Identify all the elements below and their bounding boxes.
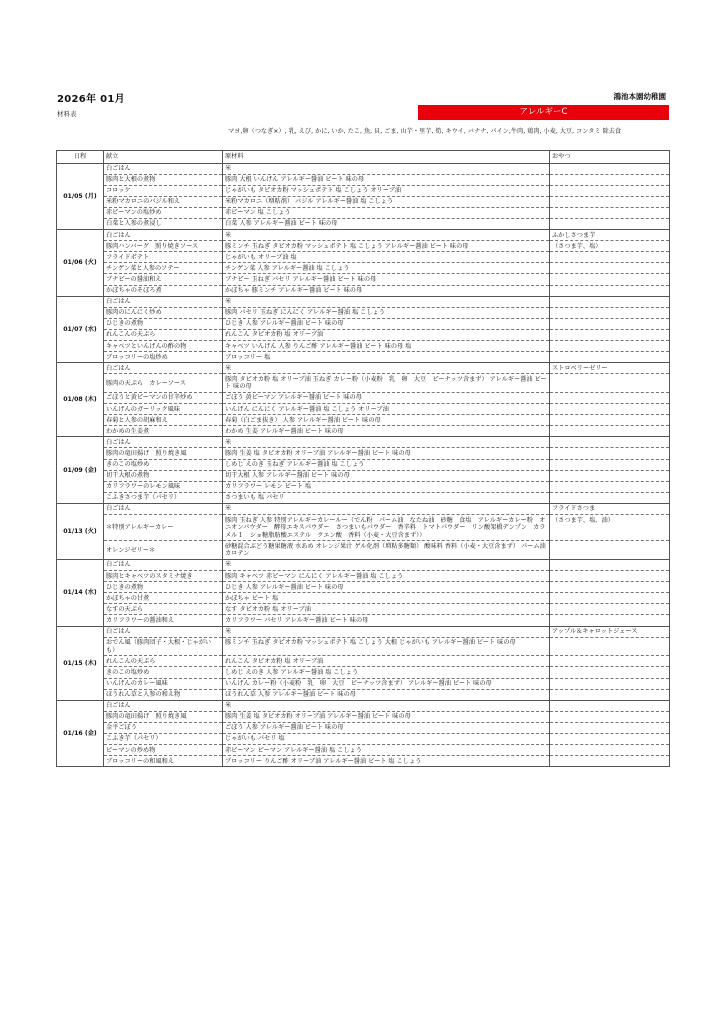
snack-cell	[550, 318, 670, 329]
ingredients-cell: ひじき 人参 アレルギー醤油 ビート 味の母	[223, 318, 550, 329]
ingredients-cell: 豚肉 タピオカ粉 塩 オリーブ油 玉ねぎ カレー粉（小麦粉 乳 卵 大豆 ピーナッツ含まず） アレルギー醤油 ビート 味の母	[223, 374, 550, 393]
ingredients-cell: ほうれん草 人参 アレルギー醤油 ビート 味の母	[223, 689, 550, 700]
table-row	[57, 218, 670, 229]
dish-cell: 豚肉のにんにく炒め	[104, 307, 223, 318]
ingredients-cell: 豚肉 大根 いんげん アレルギー醤油 ビート 味の母	[223, 174, 550, 185]
dish-cell: 豚肉の竜田揚げ 照り焼き風	[104, 711, 223, 722]
snack-cell	[550, 689, 670, 700]
dish-cell: 白ごはん	[104, 296, 223, 307]
header-dish: 献立	[104, 151, 223, 164]
table-row	[57, 174, 670, 185]
ingredients-cell: チンゲン菜 人参 アレルギー醤油 塩 こしょう	[223, 263, 550, 274]
snack-cell: フライドさつま	[550, 503, 670, 514]
dish-cell: かぼちゃの甘煮	[104, 593, 223, 604]
school-name: 鴻池本園幼稚園	[613, 92, 666, 101]
dish-cell: 豚肉とキャベツのスタミナ焼き	[104, 571, 223, 582]
table-row	[57, 656, 670, 667]
dish-cell: 白ごはん	[104, 230, 223, 241]
date-cell: 01/14 (水)	[57, 559, 104, 626]
snack-cell	[550, 656, 670, 667]
dish-cell: かぼちゃのそぼろ煮	[104, 285, 223, 296]
ingredients-cell: いんげん カレー粉（小麦粉 乳 卵 大豆 ピーナッツ含まず） アレルギー醤油 ビート 味の母	[223, 678, 550, 689]
dish-cell: 米粉マカロニのバジル和え	[104, 196, 223, 207]
date-cell: 01/05 (月)	[57, 163, 104, 230]
ingredients-cell: しめじ えのき 玉ねぎ アレルギー醤油 塩 こしょう	[223, 459, 550, 470]
snack-cell	[550, 404, 670, 415]
snack-cell	[550, 296, 670, 307]
snack-cell	[550, 196, 670, 207]
table-row	[57, 207, 670, 218]
header-snack: おやつ	[550, 151, 670, 164]
dish-cell: 赤ピーマンの塩炒め	[104, 207, 223, 218]
ingredients-cell: さつまいも 塩 パセリ	[223, 492, 550, 503]
table-row	[57, 559, 670, 570]
dish-cell: 金平ごぼう	[104, 722, 223, 733]
ingredients-cell: 豚ミンチ 玉ねぎ タピオカ粉 マッシュポテト 塩 こしょう アレルギー醤油 ビート 味の母	[223, 241, 550, 252]
dish-cell: 白ごはん	[104, 437, 223, 448]
page-subtitle: 材料表	[57, 110, 77, 118]
snack-cell	[550, 437, 670, 448]
snack-cell	[550, 678, 670, 689]
dish-cell: オレンジゼリー＊	[104, 541, 223, 560]
snack-cell	[550, 459, 670, 470]
dish-cell: 春菊と人参の胡麻和え	[104, 415, 223, 426]
table-row	[57, 637, 670, 656]
table-row	[57, 492, 670, 503]
snack-cell	[550, 700, 670, 711]
ingredients-cell: いんげん にんにく アレルギー醤油 塩 こしょう オリーブ油	[223, 404, 550, 415]
table-row	[57, 374, 670, 393]
snack-cell	[550, 745, 670, 756]
dish-cell: 白ごはん	[104, 363, 223, 374]
ingredients-cell: 砂糖混合ぶどう糖果糖液 水あめ オレンジ果汁 ゲル化剤（増粘多糖類） 酸味料 香料（小麦・大豆含まず） パーム油 カロテン	[223, 541, 550, 560]
table-row	[57, 615, 670, 626]
dish-cell: ひじきの煮物	[104, 582, 223, 593]
dish-cell: キャベツといんげんの酢の物	[104, 341, 223, 352]
ingredients-cell: じゃがいも パセリ 塩	[223, 733, 550, 744]
snack-cell	[550, 604, 670, 615]
ingredients-cell: かぼちゃ 豚ミンチ アレルギー醤油 ビート 味の母	[223, 285, 550, 296]
snack-cell	[550, 571, 670, 582]
snack-cell	[550, 307, 670, 318]
ingredients-cell: 米	[223, 363, 550, 374]
dish-cell: きのこの塩炒め	[104, 667, 223, 678]
snack-cell	[550, 667, 670, 678]
table-row	[57, 678, 670, 689]
table-row	[57, 307, 670, 318]
ingredients-cell: 赤ピーマン 塩 こしょう	[223, 207, 550, 218]
ingredients-cell: ごぼう 黄ピーマン アレルギー醤油 ビート 味の母	[223, 392, 550, 403]
menu-body	[57, 163, 670, 767]
table-row	[57, 318, 670, 329]
table-row	[57, 689, 670, 700]
ingredients-cell: れんこん タピオカ粉 塩 オリーブ油	[223, 656, 550, 667]
dish-cell: ひじきの煮物	[104, 318, 223, 329]
dish-cell: フライドポテト	[104, 252, 223, 263]
table-row	[57, 722, 670, 733]
ingredients-cell: 豚ミンチ 玉ねぎ タピオカ粉 マッシュポテト 塩 こしょう 大根 じゃがいも アレルギー醤油 ビート 味の母	[223, 637, 550, 656]
dish-cell: ブロッコリーの和風和え	[104, 756, 223, 767]
table-row	[57, 196, 670, 207]
table-row	[57, 470, 670, 481]
dish-cell: 白ごはん	[104, 700, 223, 711]
table-row	[57, 459, 670, 470]
table-row	[57, 745, 670, 756]
snack-cell	[550, 481, 670, 492]
date-cell: 01/06 (火)	[57, 230, 104, 297]
snack-cell	[550, 722, 670, 733]
ingredients-cell: わかめ 生姜 アレルギー醤油 ビート 味の母	[223, 426, 550, 437]
table-row	[57, 285, 670, 296]
snack-cell	[550, 733, 670, 744]
table-row	[57, 503, 670, 514]
table-row	[57, 263, 670, 274]
table-row	[57, 415, 670, 426]
table-row	[57, 700, 670, 711]
snack-cell	[550, 285, 670, 296]
ingredients-cell: 米	[223, 230, 550, 241]
dish-cell: ブナピーの醤油和え	[104, 274, 223, 285]
date-cell: 01/13 (火)	[57, 503, 104, 559]
snack-cell	[550, 218, 670, 229]
snack-cell	[550, 207, 670, 218]
dish-cell: れんこんの天ぷら	[104, 656, 223, 667]
ingredients-cell: 米	[223, 503, 550, 514]
dish-cell: 白ごはん	[104, 163, 223, 174]
table-row	[57, 163, 670, 174]
allergy-list: マヨ,卵（つなぎ×）, 乳, えび, かに, いか, たこ, 魚, 貝, ごま, 山芋・里芋, 筍, キウイ, バナナ, パイン,牛肉, 鶏肉, 小麦, 大豆, コンタミ 除去食	[228, 128, 622, 135]
table-row	[57, 185, 670, 196]
date-cell: 01/08 (木)	[57, 363, 104, 437]
menu-table	[56, 150, 670, 767]
table-row	[57, 515, 670, 541]
allergy-banner: アレルギーC	[418, 105, 669, 120]
snack-cell	[550, 329, 670, 340]
ingredients-cell: 米	[223, 626, 550, 637]
snack-cell: （さつま芋、塩）	[550, 241, 670, 252]
dish-cell: おでん風（豚肉団子・大根・じゃがいも）	[104, 637, 223, 656]
snack-cell	[550, 174, 670, 185]
dish-cell: なすの天ぷら	[104, 604, 223, 615]
ingredients-cell: ひじき 人参 アレルギー醤油 ビート 味の母	[223, 582, 550, 593]
table-row	[57, 296, 670, 307]
dish-cell: 白ごはん	[104, 559, 223, 570]
ingredients-cell: 米	[223, 559, 550, 570]
snack-cell	[550, 448, 670, 459]
snack-cell	[550, 541, 670, 560]
table-row	[57, 541, 670, 560]
table-row	[57, 404, 670, 415]
dish-cell: 白ごはん	[104, 503, 223, 514]
table-row	[57, 733, 670, 744]
header-ingredients: 原材料	[223, 151, 550, 164]
dish-cell: カリフラワーの醤油和え	[104, 615, 223, 626]
ingredients-cell: 米粉マカロニ（増粘剤） バジル アレルギー醤油 塩 こしょう	[223, 196, 550, 207]
dish-cell: いんげんのカレー風味	[104, 678, 223, 689]
snack-cell	[550, 352, 670, 363]
snack-cell	[550, 492, 670, 503]
ingredients-cell: キャベツ いんげん 人参 りんご酢 アレルギー醤油 ビート 味の母 塩	[223, 341, 550, 352]
dish-cell: コロッケ	[104, 185, 223, 196]
dish-cell: いんげんのガーリック風味	[104, 404, 223, 415]
ingredients-cell: カリフラワー レモン ビート 塩	[223, 481, 550, 492]
dish-cell: ＊特別アレルギーカレー	[104, 515, 223, 541]
snack-cell	[550, 756, 670, 767]
snack-cell: ふかしさつま芋	[550, 230, 670, 241]
table-row	[57, 448, 670, 459]
ingredients-cell: じゃがいも タピオカ粉 マッシュポテト 塩 こしょう オリーブ油	[223, 185, 550, 196]
ingredients-cell: ブロッコリー 塩	[223, 352, 550, 363]
ingredients-cell: ブロッコリー りんご酢 オリーブ油 アレルギー醤油 ビート 塩 こしょう	[223, 756, 550, 767]
ingredients-cell: じゃがいも オリーブ油 塩	[223, 252, 550, 263]
snack-cell	[550, 185, 670, 196]
ingredients-cell: ブナピー 玉ねぎ パセリ アレルギー醤油 ビート 味の母	[223, 274, 550, 285]
snack-cell	[550, 426, 670, 437]
dish-cell: 豚肉の竜田揚げ 照り焼き風	[104, 448, 223, 459]
snack-cell: （さつま芋、塩、油）	[550, 515, 670, 541]
table-row	[57, 756, 670, 767]
snack-cell	[550, 252, 670, 263]
table-row	[57, 329, 670, 340]
ingredients-cell: 白菜 人参 アレルギー醤油 ビート 味の母	[223, 218, 550, 229]
dish-cell: わかめの生姜煮	[104, 426, 223, 437]
date-cell: 01/16 (金)	[57, 700, 104, 767]
snack-cell	[550, 559, 670, 570]
snack-cell	[550, 341, 670, 352]
table-row	[57, 626, 670, 637]
table-row	[57, 426, 670, 437]
dish-cell: 豚肉ハンバーグ 照り焼きソース	[104, 241, 223, 252]
ingredients-cell: 米	[223, 296, 550, 307]
dish-cell: こふきさつま芋（パセリ）	[104, 492, 223, 503]
table-row	[57, 582, 670, 593]
snack-cell	[550, 415, 670, 426]
ingredients-cell: しめじ えのき 人参 アレルギー醤油 塩 こしょう	[223, 667, 550, 678]
dish-cell: 豚肉と大根の煮物	[104, 174, 223, 185]
table-row	[57, 593, 670, 604]
table-row	[57, 341, 670, 352]
ingredients-cell: 春菊（白ごま抜き） 人参 アレルギー醤油 ビート 味の母	[223, 415, 550, 426]
snack-cell	[550, 711, 670, 722]
snack-cell	[550, 392, 670, 403]
snack-cell	[550, 615, 670, 626]
table-row	[57, 274, 670, 285]
date-cell: 01/15 (木)	[57, 626, 104, 700]
dish-cell: カリフラワーのレモン風味	[104, 481, 223, 492]
ingredients-cell: 豚肉 生姜 塩 タピオカ粉 オリーブ油 アレルギー醤油 ビート 味の母	[223, 711, 550, 722]
table-row	[57, 241, 670, 252]
dish-cell: ブロッコリーの塩炒め	[104, 352, 223, 363]
table-header-row	[57, 151, 670, 164]
snack-cell: アップル＆キャロットジュース	[550, 626, 670, 637]
dish-cell: こふき芋（パセリ）	[104, 733, 223, 744]
ingredients-cell: 豚肉 玉ねぎ 人参 特別アレルギーカレールー（でん粉 パーム油 なたね油 砂糖 食塩 アレルギーカレー粉 オニオンパウダー 酵母エキスパウダー さつまいもパウダー 香辛料 トマトパウダー リン酸架橋デンプン カラメル１ ショ糖脂肪酸エステル クエン酸 香料（小麦・大豆含まず））	[223, 515, 550, 541]
ingredients-cell: 豚肉 キャベツ 赤ピーマン にんにく アレルギー醤油 塩 こしょう	[223, 571, 550, 582]
table-row	[57, 667, 670, 678]
table-row	[57, 352, 670, 363]
ingredients-cell: 赤ピーマン ピーマン アレルギー醤油 塩 こしょう	[223, 745, 550, 756]
ingredients-cell: 切干大根 人参 アレルギー醤油 ビート 味の母	[223, 470, 550, 481]
snack-cell	[550, 593, 670, 604]
ingredients-cell: 米	[223, 700, 550, 711]
snack-cell	[550, 374, 670, 393]
snack-cell	[550, 637, 670, 656]
date-cell: 01/09 (金)	[57, 437, 104, 504]
snack-cell	[550, 163, 670, 174]
snack-cell	[550, 582, 670, 593]
ingredients-cell: 豚肉 生姜 塩 タピオカ粉 オリーブ油 アレルギー醤油 ビート 味の母	[223, 448, 550, 459]
snack-cell	[550, 274, 670, 285]
ingredients-cell: 米	[223, 163, 550, 174]
header-date: 日程	[57, 151, 104, 164]
dish-cell: 切干大根の煮物	[104, 470, 223, 481]
ingredients-cell: 豚肉 パセリ 玉ねぎ にんにく アレルギー醤油 塩 こしょう	[223, 307, 550, 318]
ingredients-cell: ごぼう 人参 アレルギー醤油 ビート 味の母	[223, 722, 550, 733]
table-row	[57, 604, 670, 615]
dish-cell: 豚肉の天ぷら カレーソース	[104, 374, 223, 393]
table-row	[57, 392, 670, 403]
dish-cell: チンゲン菜と人参のソテー	[104, 263, 223, 274]
table-row	[57, 571, 670, 582]
ingredients-cell: かぼちゃ ビート 塩	[223, 593, 550, 604]
ingredients-cell: 米	[223, 437, 550, 448]
ingredients-cell: れんこん タピオカ粉 塩 オリーブ油	[223, 329, 550, 340]
ingredients-cell: カリフラワー パセリ アレルギー醤油 ビート 味の母	[223, 615, 550, 626]
dish-cell: れんこんの天ぷら	[104, 329, 223, 340]
table-row	[57, 481, 670, 492]
ingredients-cell: なす タピオカ粉 塩 オリーブ油	[223, 604, 550, 615]
dish-cell: きのこの塩炒め	[104, 459, 223, 470]
dish-cell: ほうれん草と人参の和え物	[104, 689, 223, 700]
page-title: 2026年 01月	[57, 94, 125, 105]
dish-cell: 白菜と人参の煮浸し	[104, 218, 223, 229]
table-row	[57, 363, 670, 374]
snack-cell: ストロベリーゼリー	[550, 363, 670, 374]
snack-cell	[550, 470, 670, 481]
table-row	[57, 437, 670, 448]
table-row	[57, 711, 670, 722]
snack-cell	[550, 263, 670, 274]
date-cell: 01/07 (水)	[57, 296, 104, 363]
table-row	[57, 230, 670, 241]
table-row	[57, 252, 670, 263]
dish-cell: ごぼうと黄ピーマンの甘辛炒め	[104, 392, 223, 403]
dish-cell: ピーマンの炒め物	[104, 745, 223, 756]
dish-cell: 白ごはん	[104, 626, 223, 637]
